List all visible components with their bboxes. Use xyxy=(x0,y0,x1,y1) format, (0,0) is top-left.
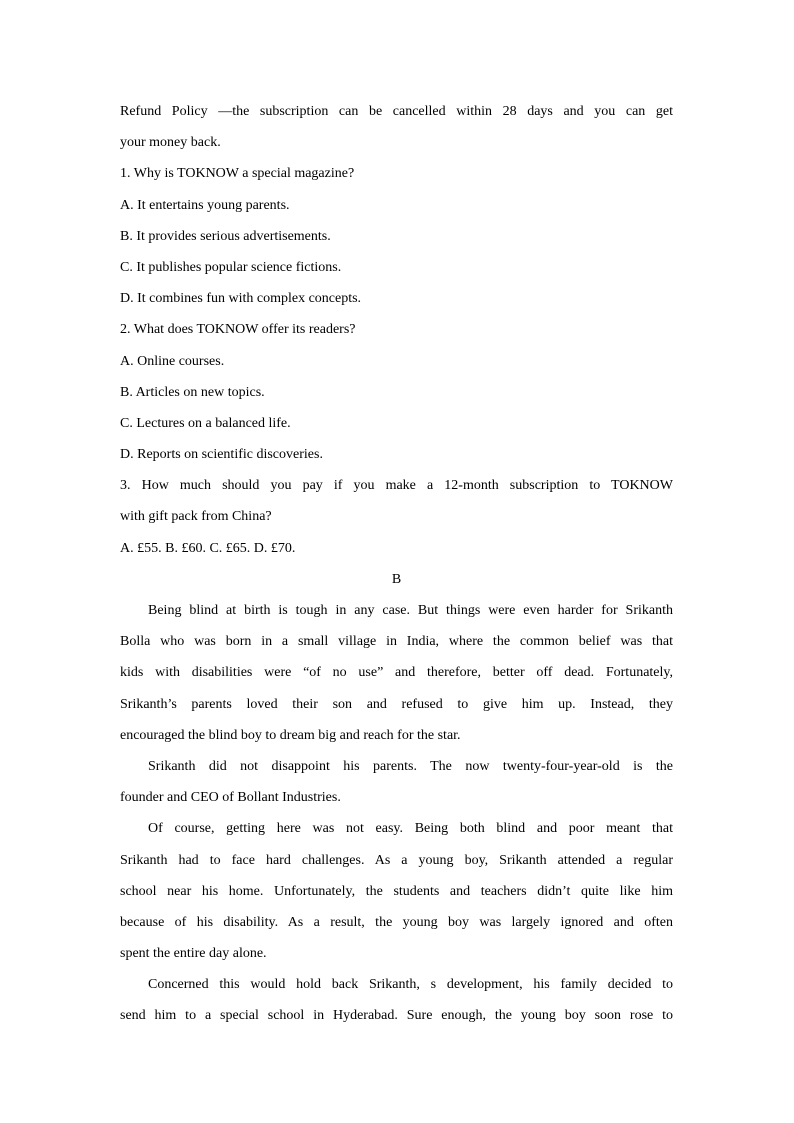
passage-line-5: encouraged the blind boy to dream big and reach for the star. xyxy=(120,727,461,743)
question-2-option-c: C. Lectures on a balanced life. xyxy=(120,415,291,431)
question-2-stem: 2. What does TOKNOW offer its readers? xyxy=(120,322,356,338)
passage-line-13: Concerned this would hold back Srikanth, s development, his family decided to xyxy=(148,977,673,993)
passage-line-2: Bolla who was born in a small village in India, where the common belief was that xyxy=(120,634,673,650)
passage-line-4: Srikanth’s parents loved their son and refused to give him up. Instead, they xyxy=(120,696,673,712)
passage-line-8: Of course, getting here was not easy. Being both blind and poor meant that xyxy=(148,821,673,837)
question-1-option-a: A. It entertains young parents. xyxy=(120,197,290,213)
passage-line-14: send him to a special school in Hyderabad. Sure enough, the young boy soon rose to xyxy=(120,1008,673,1024)
passage-line-7: founder and CEO of Bollant Industries. xyxy=(120,790,341,806)
passage-line-11: because of his disability. As a result, the young boy was largely ignored and often xyxy=(120,914,673,930)
question-1-stem: 1. Why is TOKNOW a special magazine? xyxy=(120,166,355,182)
refund-policy-line-2: your money back. xyxy=(120,135,221,151)
question-1-option-d: D. It combines fun with complex concepts. xyxy=(120,291,362,307)
passage-line-10: school near his home. Unfortunately, the students and teachers didn’t quite like him xyxy=(120,883,673,899)
passage-line-3: kids with disabilities were “of no use” and therefore, better off dead. Fortunately, xyxy=(120,665,673,681)
question-2-option-b: B. Articles on new topics. xyxy=(120,384,265,400)
passage-line-6: Srikanth did not disappoint his parents. The now twenty-four-year-old is the xyxy=(148,758,673,774)
question-2-option-a: A. Online courses. xyxy=(120,353,225,369)
question-3-stem-line-2: with gift pack from China? xyxy=(120,509,272,525)
passage-line-12: spent the entire day alone. xyxy=(120,946,267,962)
question-1-option-b: B. It provides serious advertisements. xyxy=(120,228,331,244)
passage-line-9: Srikanth had to face hard challenges. As a young boy, Srikanth attended a regular xyxy=(120,852,673,868)
question-3-stem-line-1: 3. How much should you pay if you make a 12-month subscription to TOKNOW xyxy=(120,478,673,494)
question-1-option-c: C. It publishes popular science fictions. xyxy=(120,259,342,275)
passage-line-1: Being blind at birth is tough in any case. But things were even harder for Srikanth xyxy=(148,603,673,618)
question-3-options: A. £55. B. £60. C. £65. D. £70. xyxy=(120,540,296,556)
section-b-heading: B xyxy=(391,571,402,587)
question-2-option-d: D. Reports on scientific discoveries. xyxy=(120,447,323,463)
refund-policy-line-1: Refund Policy —the subscription can be cancelled within 28 days and you can get xyxy=(120,104,673,119)
document-page xyxy=(120,96,673,1032)
